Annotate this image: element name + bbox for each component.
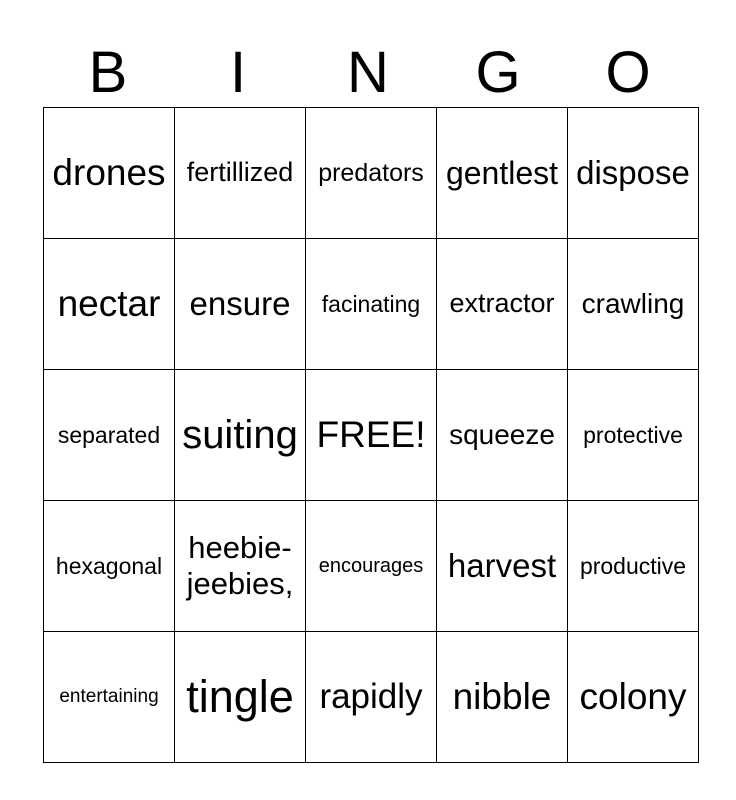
- bingo-cell[interactable]: [306, 239, 437, 370]
- bingo-cell[interactable]: [568, 239, 699, 370]
- cell-word: gentlest: [445, 154, 559, 191]
- cell-word: ensure: [189, 285, 291, 323]
- bingo-grid: [43, 107, 699, 763]
- header-letter-o: O: [605, 40, 651, 105]
- bingo-cell[interactable]: [437, 632, 568, 763]
- cell-word: facinating: [321, 290, 421, 317]
- bingo-cell[interactable]: [175, 108, 306, 239]
- cell-word: tingle: [186, 671, 294, 723]
- bingo-cell[interactable]: [175, 632, 306, 763]
- grid-row-5: [44, 632, 699, 763]
- bingo-cell[interactable]: [175, 370, 306, 501]
- bingo-cell[interactable]: [44, 370, 175, 501]
- bingo-cell[interactable]: [306, 632, 437, 763]
- cell-word: predators: [318, 158, 424, 187]
- header-letter-i: I: [229, 40, 247, 105]
- cell-word: entertaining: [59, 686, 159, 708]
- cell-word: nibble: [452, 675, 552, 717]
- cell-word: encourages: [318, 554, 424, 577]
- header-letter-g: G: [475, 40, 521, 105]
- cell-word: hexagonal: [55, 552, 163, 579]
- cell-word: suiting: [182, 413, 298, 457]
- cell-word: fertillized: [186, 157, 294, 188]
- bingo-cell[interactable]: [568, 108, 699, 239]
- cell-word: dispose: [576, 154, 690, 192]
- cell-word: colony: [579, 675, 687, 717]
- bingo-cell[interactable]: [44, 501, 175, 632]
- bingo-cell[interactable]: [437, 370, 568, 501]
- cell-word: extractor: [449, 288, 555, 319]
- cell-word: squeeze: [449, 418, 555, 450]
- header-letter-n: N: [347, 40, 389, 105]
- free-space-cell[interactable]: [306, 370, 437, 501]
- bingo-cell[interactable]: [437, 501, 568, 632]
- bingo-header: [43, 38, 693, 108]
- bingo-cell[interactable]: [44, 632, 175, 763]
- cell-word: drones: [52, 151, 166, 193]
- header-letter-b: B: [88, 40, 128, 105]
- cell-word: heebie-jeebies,: [186, 530, 294, 601]
- bingo-cell[interactable]: [568, 632, 699, 763]
- bingo-cell[interactable]: [44, 108, 175, 239]
- cell-word: protective: [583, 421, 683, 448]
- cell-word: crawling: [581, 287, 685, 319]
- bingo-cell[interactable]: [175, 501, 306, 632]
- free-space-label: FREE!: [316, 413, 426, 455]
- grid-row-4: [44, 501, 699, 632]
- bingo-cell[interactable]: [437, 239, 568, 370]
- bingo-cell[interactable]: [437, 108, 568, 239]
- bingo-cell[interactable]: [44, 239, 175, 370]
- bingo-cell[interactable]: [568, 501, 699, 632]
- grid-row-3: [44, 370, 699, 501]
- cell-word: harvest: [447, 547, 557, 585]
- cell-word: nectar: [57, 282, 161, 324]
- bingo-cell[interactable]: [306, 108, 437, 239]
- cell-word: rapidly: [319, 676, 423, 716]
- cell-word: productive: [579, 552, 687, 579]
- cell-word: separated: [57, 421, 161, 448]
- grid-row-2: [44, 239, 699, 370]
- grid-row-1: [44, 108, 699, 239]
- bingo-cell[interactable]: [568, 370, 699, 501]
- bingo-cell[interactable]: [306, 501, 437, 632]
- bingo-cell[interactable]: [175, 239, 306, 370]
